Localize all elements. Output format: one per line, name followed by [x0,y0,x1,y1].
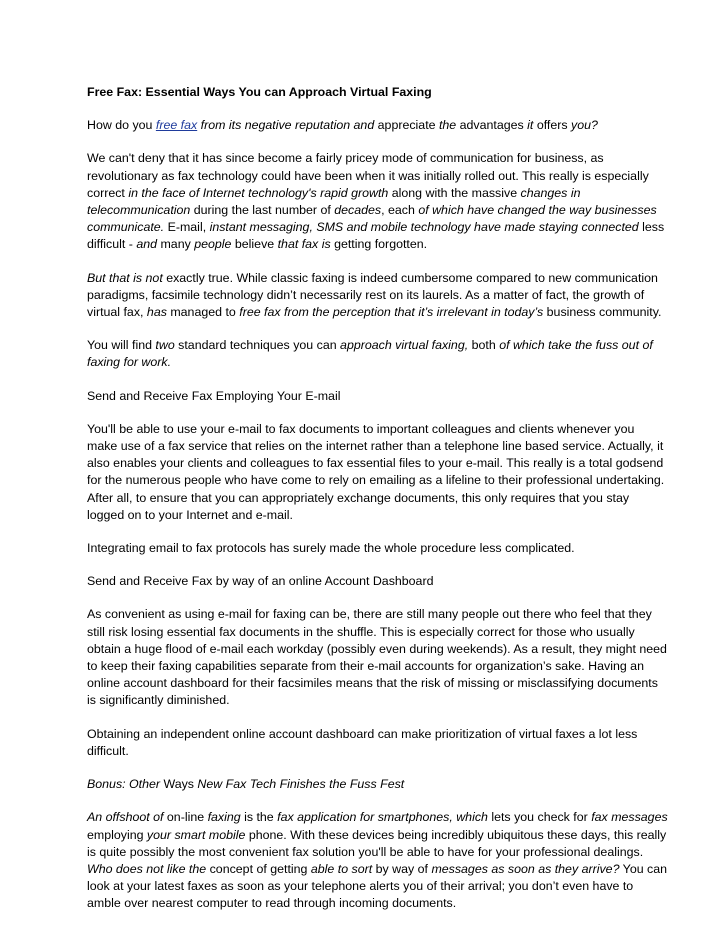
text-run: How do you [87,118,156,133]
text-run: able to sort [310,861,373,876]
text-run: from its negative reputation and [197,118,375,133]
text-run: of which have changed the way businesses communicate. [87,203,657,235]
text-run: appreciate [374,118,439,133]
text-run: messages as soon as they arrive? [431,861,620,876]
text-run: that fax is [277,237,331,252]
free-fax-link[interactable]: free fax [155,118,198,133]
paragraph-integrating: Integrating email to fax protocols has surely made the whole procedure less complicated. [87,541,575,556]
text-run: has [146,305,167,320]
text-run: business community. [543,305,662,320]
text-run: in the face of Internet technology's rapid growth [128,185,389,200]
text-run: Bonus: Other [87,777,161,792]
text-run: on-line [163,810,208,825]
text-run: instant messaging, SMS and mobile technology have made staying connected [209,220,639,235]
text-run: approach virtual faxing, [340,338,469,353]
paragraph-email-fax: You'll be able to use your e-mail to fax documents to important colleagues and clients whenever you make use of a fax service that relies on the internet rather than a telephone line based service. Actually, it also enables your clients and colleagues to fax essential files to your e-mail. This really is a total godsend for the numerous people who have come to rely on emailing as a lifeline to their professional undertaking. After all, to ensure that you can appropriately exchange documents, this only requires that you stay logged on to your Internet and e-mail. [87,421,665,522]
text-run: You can look at your latest faxes as soon as your telephone alerts you of their arrival; you don’t even have to amble over nearest computer to read through incoming documents. [87,861,668,911]
text-run: concept [206,861,257,876]
text-run: changes in telecommunication [87,185,581,218]
text-run: by way of [372,861,432,876]
text-run: faxing [207,810,241,825]
text-run: during the last number of [190,203,335,218]
text-run: You will find [87,338,156,353]
text-run: getting forgotten. [330,237,428,252]
document-title: Free Fax: Essential Ways You can Approach Virtual Faxing [87,85,432,99]
text-run: exactly true. While classic faxing is indeed cumbersome compared to new communication paradigms, facsimile technology didn’t necessarily rest on its laurels. As a matter of fact, the growth of virtual fax, [87,270,658,320]
text-run: fax application for smartphones, which [277,810,488,825]
text-run: Ways [160,777,198,792]
text-run: E-mail, [164,220,210,235]
text-run: lets you check for [487,810,592,825]
text-run: your smart mobile [146,827,246,842]
paragraph-two-techniques [87,337,668,371]
text-run: along with the massive [388,185,521,200]
text-run: people [194,237,232,252]
text-run: standard techniques you can [174,338,341,353]
text-run: both [468,338,500,353]
paragraph-pricey-mode [87,150,668,253]
text-run: We can't deny that it has since become a fairly pricey mode of communication for business, as revolutionary as fax technology could have been when it was initially rolled out. This really is especially correct [87,151,649,200]
text-run: less difficult - [87,220,665,252]
text-run: , each [381,203,419,218]
text-run: An offshoot of [87,810,164,825]
section-heading-dashboard: Send and Receive Fax by way of an online Account Dashboard [87,574,434,589]
paragraph-prioritization: Obtaining an independent online account dashboard can make prioritization of virtual faxes a lot less difficult. [87,726,638,758]
text-run: two [155,338,175,353]
paragraph-dashboard: As convenient as using e-mail for faxing can be, there are still many people out there who feel that they still risk losing essential fax documents in the shuffle. This is especially correct for those who usually obtain a huge flood of e-mail each workday (possibly even during weekends). As a result, they might need to keep their faxing capabilities separate from their e-mail accounts for organization’s sake. Having an online account dashboard for their facsimiles means that the risk of missing or misclassifying documents is significantly diminished. [87,607,667,708]
text-run: decades [334,203,382,218]
text-run: employing [87,827,147,842]
text-run: many [157,237,195,252]
text-run: New Fax Tech Finishes the Fuss Fest [197,777,405,792]
text-run: you? [571,118,598,133]
text-run: is the [240,810,278,825]
intro-paragraph [87,117,668,134]
text-run: of which take the fuss out of faxing for work. [87,338,653,370]
text-run: and [136,237,158,252]
text-run: the [438,118,457,133]
text-run: phone. With these devices being incredibly ubiquitous these days, this really is quite possibly the most convenient fax solution you'll be able to have for your professional dealings. [87,827,667,859]
text-run: of getting [256,861,311,876]
text-run: managed to [166,305,240,320]
paragraph-smartphones [87,809,668,912]
text-run: But that is not [87,270,163,285]
section-heading-bonus [87,776,668,793]
section-heading-email: Send and Receive Fax Employing Your E-mail [87,388,341,403]
text-run: offers [533,118,572,133]
paragraph-not-exactly-true [87,270,668,322]
text-run: it [527,118,534,133]
text-run: believe [231,237,278,252]
text-run: free fax from the perception that it’s irrelevant in today’s [239,305,544,320]
text-run: fax messages [591,810,668,825]
text-run: advantages [456,118,528,133]
text-run: Who does not like the [87,861,207,876]
